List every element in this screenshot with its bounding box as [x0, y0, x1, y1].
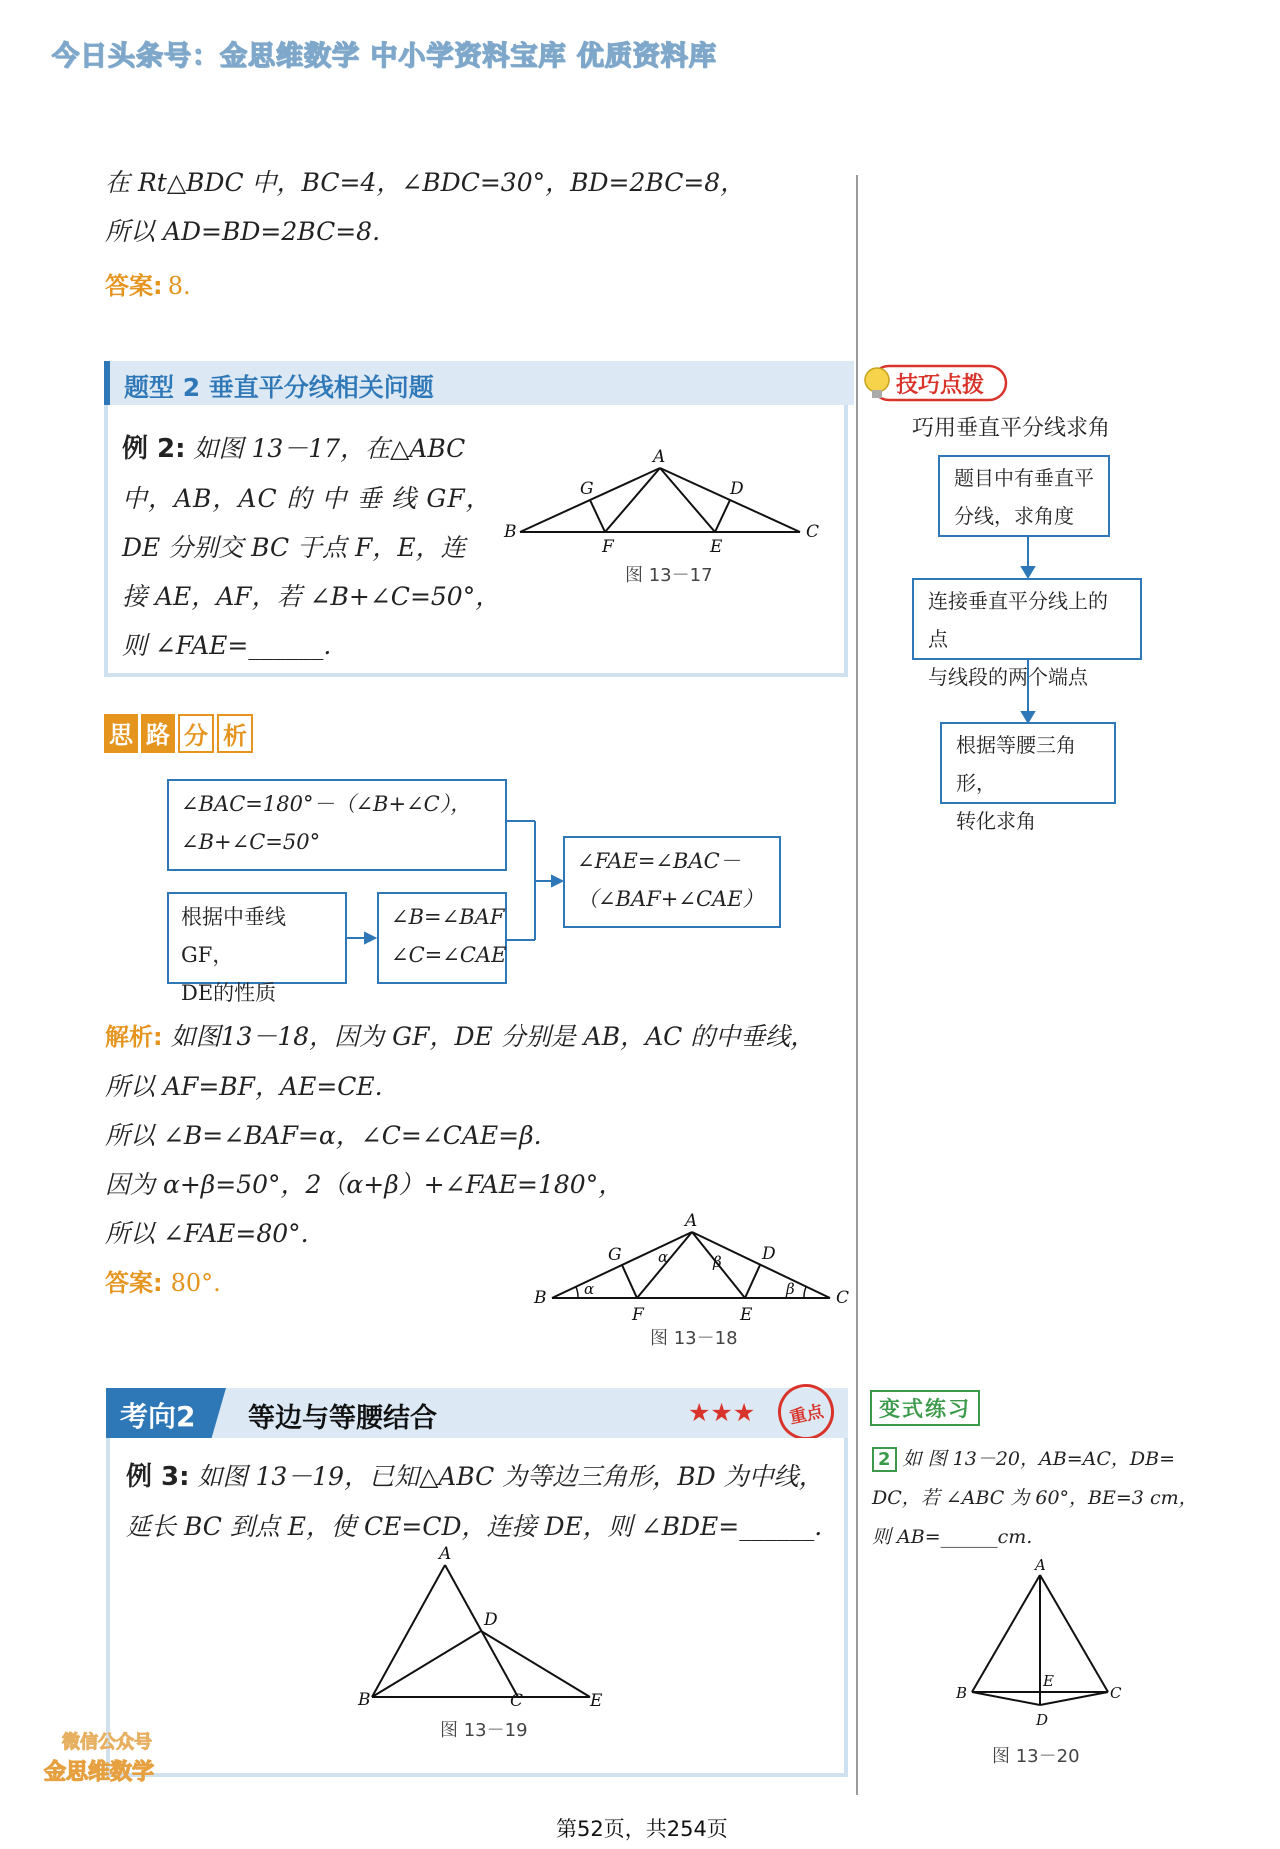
fig19-caption: 图 13－19 [440, 1720, 528, 1741]
type2-example [122, 424, 500, 670]
fig20-label-e: E [1043, 1672, 1054, 1690]
answer-value: 8. [167, 272, 191, 300]
thinking-box-2 [167, 892, 347, 1005]
kaoxiang2-title: 等边与等腰结合 [248, 1403, 437, 1434]
tip-flow-arrows [1018, 535, 1038, 725]
fig17-label-e: E [710, 537, 723, 557]
tip-step-2-line-2: 与线段的两个端点 [928, 665, 1088, 689]
tip-step-3-line-1: 根据等腰三角形， [956, 733, 1076, 795]
fig20-label-a: A [1035, 1556, 1046, 1574]
solution-line-3: 所以 ∠B=∠BAF=α，∠C=∠CAE=β. [105, 1121, 542, 1150]
practice-line-3: 则 AB=______cm. [872, 1526, 1033, 1548]
fig19-label-d: D [484, 1610, 498, 1630]
practice-number: 2 [872, 1447, 897, 1472]
solution-line-2: 所以 AF=BF，AE=CE. [105, 1072, 383, 1101]
tip-step-1-line-2: 分线，求角度 [954, 504, 1074, 528]
fig18-alpha-b: α [584, 1280, 595, 1298]
thinking-char-3: 分 [178, 714, 214, 753]
fig17-label-f: F [602, 537, 614, 557]
tip-step-2-line-1: 连接垂直平分线上的点 [928, 589, 1108, 651]
solution-label: 解析: [105, 1023, 163, 1051]
figure-13-19 [350, 1545, 610, 1730]
fig17-label-c: C [806, 522, 820, 542]
fig20-label-d: D [1036, 1711, 1049, 1729]
fig19-label-c: C [510, 1691, 524, 1711]
intro-line-2: 所以 AD=BD=2BC=8. [105, 217, 381, 246]
fig20-caption: 图 13－20 [992, 1746, 1080, 1767]
tip-badge-text: 技巧点拨 [896, 373, 985, 398]
box3-line-1: ∠B=∠BAF [391, 905, 505, 929]
fig19-label-a: A [439, 1545, 452, 1564]
fig20-label-b: B [956, 1684, 968, 1702]
tip-step-3-line-2: 转化求角 [956, 809, 1036, 833]
page-footer: 第52页，共254页 [556, 1817, 728, 1841]
box1-line-2: ∠B+∠C=50° [181, 830, 321, 854]
box1-line-1: ∠BAC=180°－（∠B+∠C）， [181, 792, 472, 816]
tip-step-3 [940, 722, 1116, 833]
practice-line-1: 如 图 13－20，AB=AC，DB= [902, 1448, 1175, 1470]
practice-line-2: DC，若 ∠ABC 为 60°，BE=3 cm， [872, 1487, 1198, 1509]
fig17-label-d: D [730, 479, 744, 499]
practice-block [872, 1440, 1198, 1557]
fig18-label-a: A [685, 1211, 698, 1231]
fig18-label-e: E [740, 1305, 753, 1325]
intro-answer [105, 266, 191, 301]
solution-answer-label: 答案: [105, 1269, 163, 1297]
box4-line-1: ∠FAE=∠BAC－ [577, 849, 741, 873]
thinking-char-4: 析 [217, 714, 253, 753]
box3-line-2: ∠C=∠CAE [391, 943, 507, 967]
column-divider [856, 175, 858, 1795]
thinking-char-1: 思 [104, 714, 138, 753]
intro-line-1: 在 Rt△BDC 中，BC=4，∠BDC=30°，BD=2BC=8， [105, 168, 746, 197]
solution-line-5: 所以 ∠FAE=80°. [105, 1219, 309, 1248]
example2-line-3: DE 分别交 BC 于点 F，E，连 [122, 533, 466, 562]
fig18-label-c: C [836, 1288, 850, 1308]
thinking-badge [104, 714, 253, 753]
solution-line-4: 因为 α+β=50°，2（α+β）+∠FAE=180°， [105, 1170, 624, 1199]
answer-label: 答案: [105, 272, 163, 300]
tip-step-1-line-1: 题目中有垂直平 [954, 466, 1094, 490]
type2-title: 题型 2 垂直平分线相关问题 [124, 373, 434, 402]
example3-line-2: 延长 BC 到点 E，使 CE=CD，连接 DE，则 ∠BDE=______. [126, 1512, 823, 1541]
example2-line-5: 则 ∠FAE=______. [122, 631, 332, 660]
fig20-label-c: C [1110, 1684, 1122, 1702]
fig19-label-b: B [358, 1690, 371, 1710]
flow-connectors [340, 815, 570, 975]
kaoxiang2-badge: 考向2 [120, 1400, 196, 1433]
figure-13-18 [530, 1210, 860, 1340]
fig18-beta-a: β [713, 1253, 722, 1271]
fig17-label-a: A [653, 447, 666, 467]
tip-subtitle: 巧用垂直平分线求角 [912, 416, 1111, 441]
fig18-beta-c: β [786, 1280, 795, 1298]
fig18-alpha-a: α [658, 1248, 669, 1266]
example2-line-4: 接 AE，AF，若 ∠B+∠C=50°， [122, 582, 501, 611]
fig18-label-d: D [762, 1244, 776, 1264]
stamp-text: 重点 [787, 1401, 826, 1428]
thinking-box-4 [563, 836, 781, 928]
example2-label: 例 2: [122, 434, 186, 464]
watermark-line-1: 微信公众号 [62, 1732, 152, 1753]
figure-13-20 [950, 1555, 1130, 1735]
box4-line-2: （∠BAF+∠CAE） [577, 887, 764, 911]
example2-line-1: 如图 13－17，在△ABC [193, 434, 466, 463]
box2-line-1: 根据中垂线GF， [181, 905, 286, 967]
header-banner: 今日头条号：金思维数学 中小学资料宝库 优质资料库 [52, 41, 717, 72]
example3-label: 例 3: [126, 1462, 190, 1492]
type2-header [104, 361, 854, 405]
thinking-char-2: 路 [141, 714, 175, 753]
solution-answer-value: 80°. [170, 1269, 221, 1297]
difficulty-stars: ★★★ [688, 1398, 756, 1427]
practice-badge [870, 1390, 980, 1426]
fig17-label-b: B [504, 522, 517, 542]
fig19-label-e: E [590, 1691, 603, 1711]
practice-badge-text: 变式练习 [879, 1397, 971, 1421]
fig18-caption: 图 13－18 [650, 1328, 738, 1349]
watermark-line-2: 金思维数学 [44, 1760, 155, 1785]
example2-line-2: 中，AB，AC 的 中 垂 线 GF， [122, 484, 492, 513]
example3-block [126, 1452, 824, 1551]
tip-step-1 [938, 455, 1110, 537]
example3-line-1: 如图 13－19，已知△ABC 为等边三角形，BD 为中线， [197, 1462, 824, 1491]
box2-line-2: DE的性质 [181, 981, 277, 1005]
fig17-label-g: G [580, 479, 594, 499]
fig18-label-b: B [534, 1288, 547, 1308]
fig17-caption: 图 13－17 [625, 565, 713, 586]
solution-line-1: 如图13－18，因为 GF，DE 分别是 AB，AC 的中垂线， [170, 1022, 816, 1051]
fig18-label-f: F [632, 1305, 644, 1325]
fig18-label-g: G [608, 1245, 622, 1265]
